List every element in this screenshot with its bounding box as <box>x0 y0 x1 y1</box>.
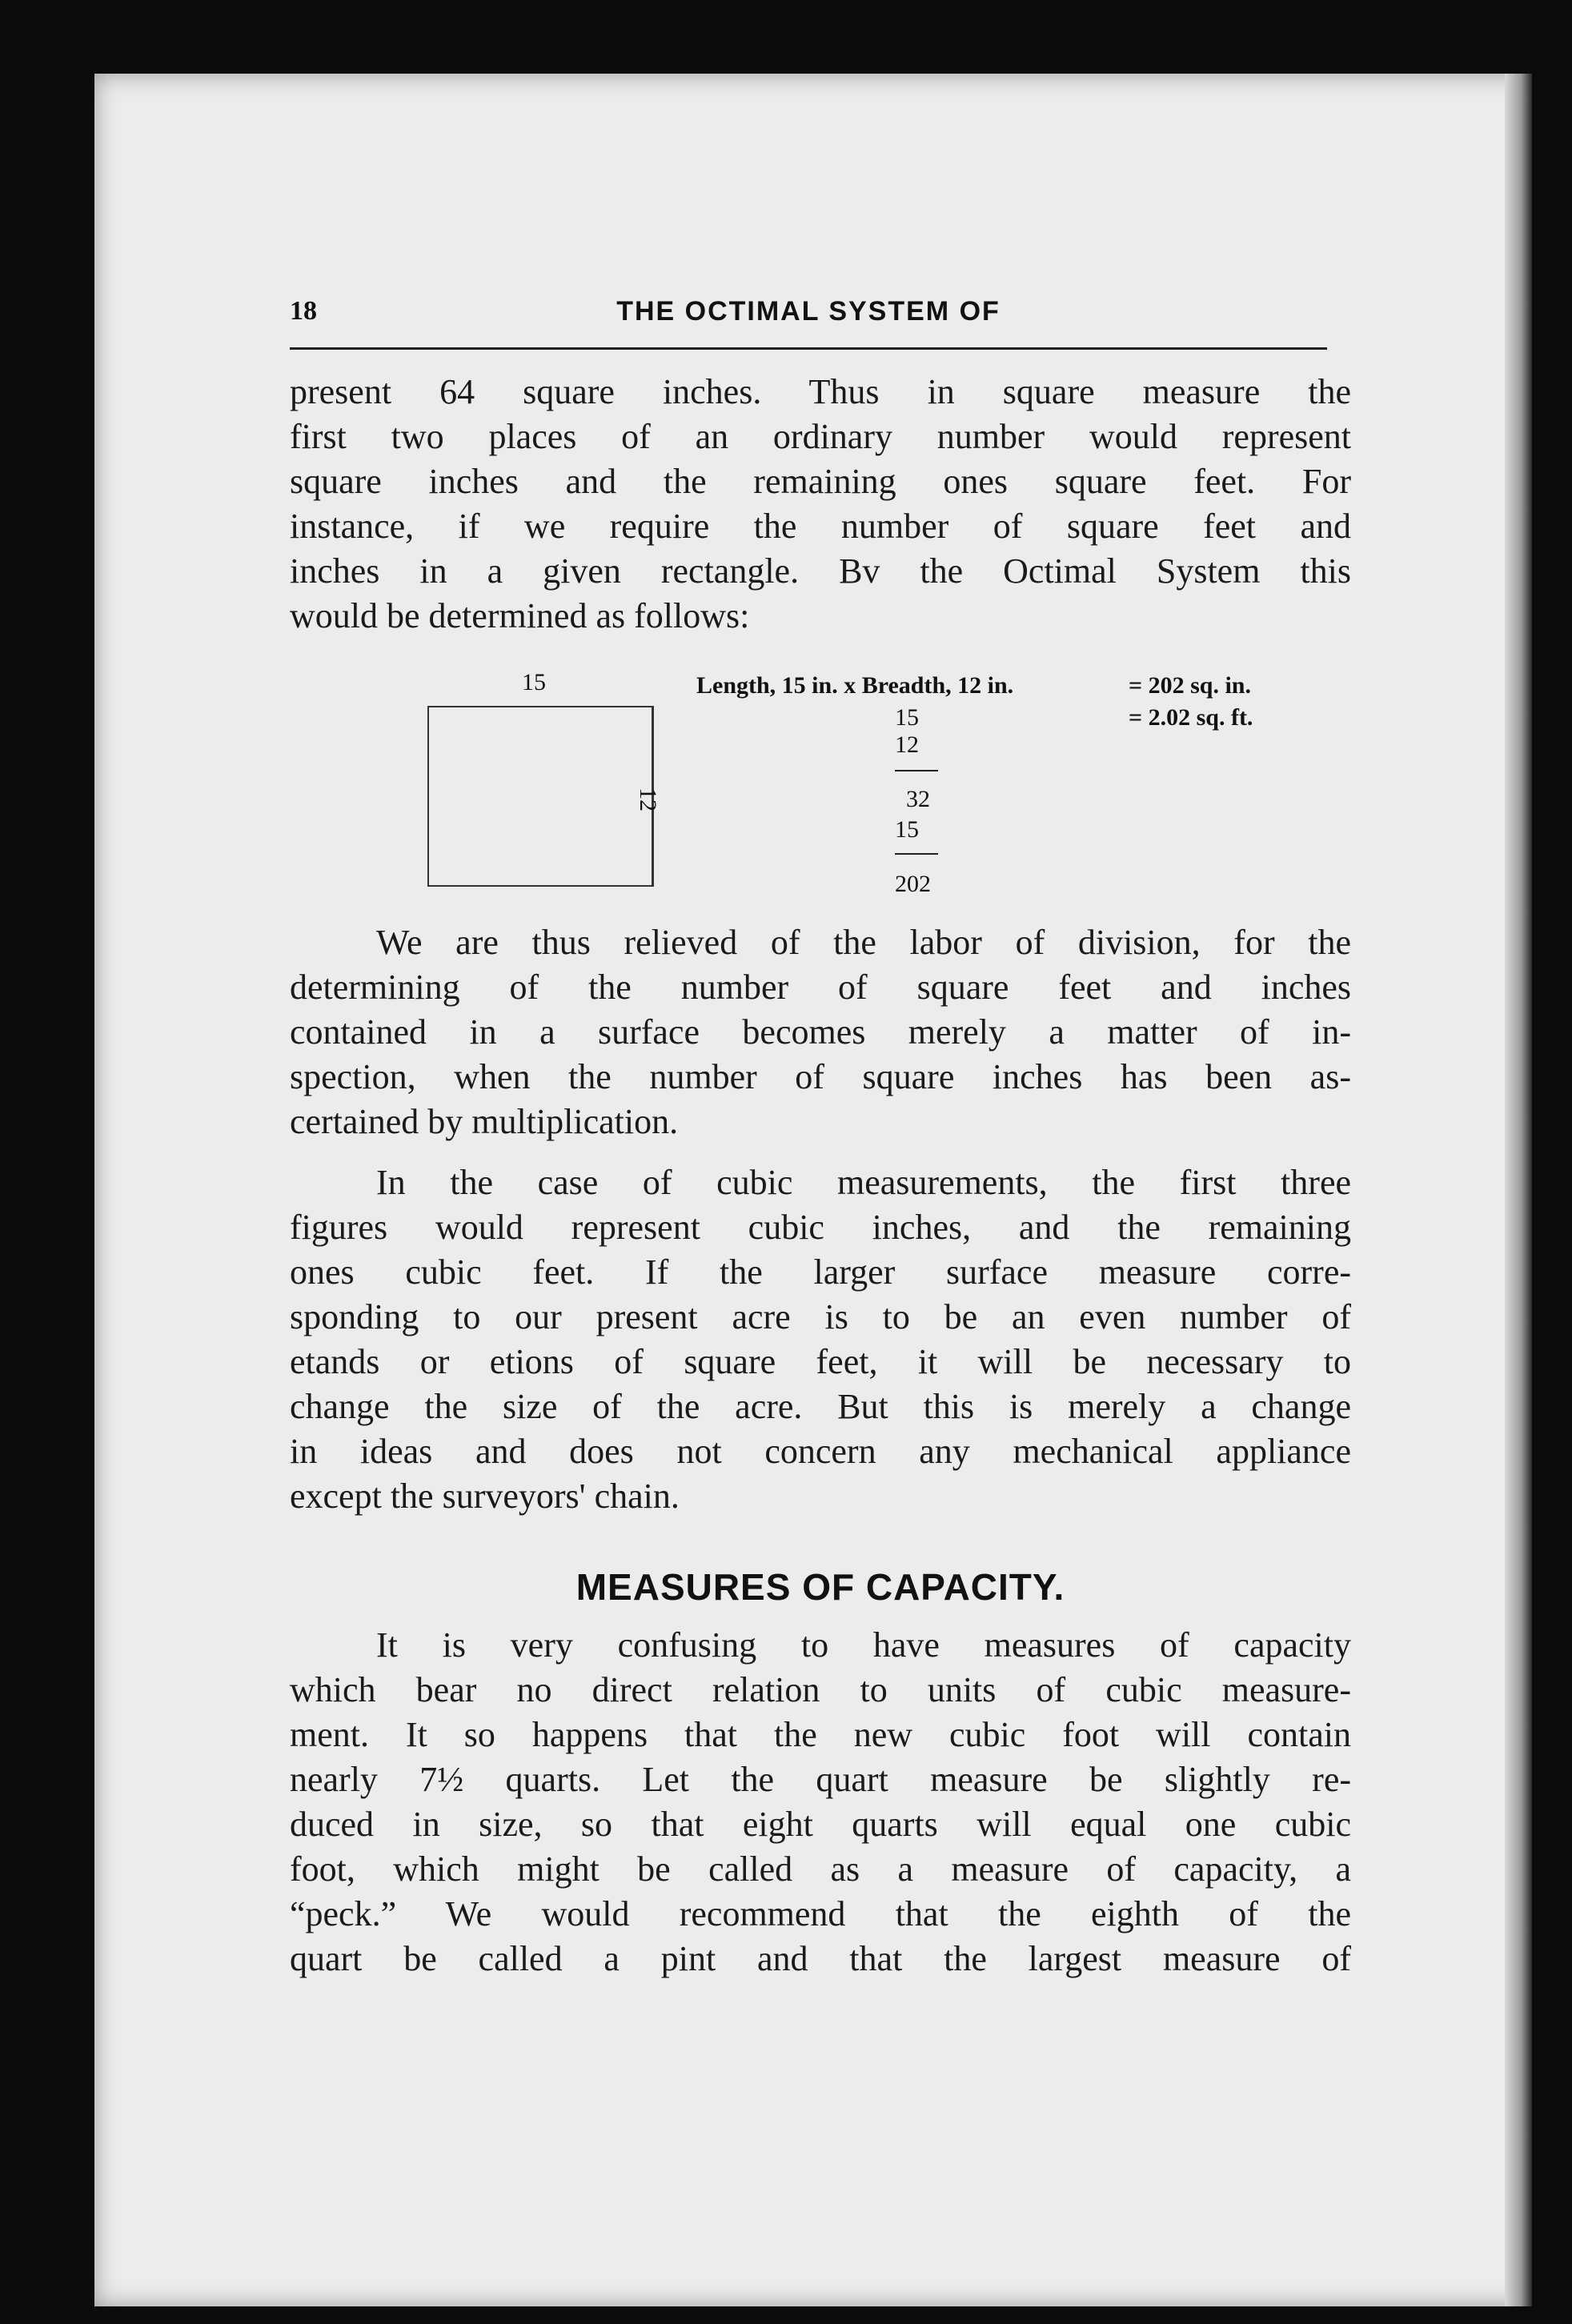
section-heading: MEASURES OF CAPACITY. <box>575 1566 1065 1608</box>
paragraph-2 <box>290 920 1351 1144</box>
text-line: duced in size, so that eight quarts will equal one cubic <box>290 1805 1351 1844</box>
paragraph-3 <box>290 1160 1351 1519</box>
paragraph-1 <box>290 370 1351 639</box>
text-line: would be determined as follows: <box>290 596 750 635</box>
text-line: foot, which might be called as a measure of capacity, a <box>290 1849 1351 1889</box>
text-line: present 64 square inches. Thus in square measure the <box>290 372 1351 411</box>
partial-product-1: 32 <box>906 786 930 812</box>
text-line: which bear no direct relation to units of cubic measure- <box>290 1670 1351 1709</box>
text-line: nearly 7½ quarts. Let the quart measure be slightly re- <box>290 1760 1351 1799</box>
header-rule <box>290 347 1327 350</box>
running-head: THE OCTIMAL SYSTEM OF <box>616 296 1001 327</box>
text-line: instance, if we require the number of square feet and <box>290 507 1351 546</box>
result-square-inches: = 202 sq. in. <box>1129 672 1251 699</box>
page-header <box>290 296 1327 344</box>
text-line: in ideas and does not concern any mechanical appliance <box>290 1432 1351 1471</box>
text-line: change the size of the acre. But this is merely a change <box>290 1387 1351 1426</box>
rectangle-diagram <box>427 706 654 887</box>
text-line: In the case of cubic measurements, the first three <box>376 1163 1351 1202</box>
text-line: quart be called a pint and that the largest measure of <box>290 1939 1351 1978</box>
text-line: ones cubic feet. If the larger surface measure corre- <box>290 1252 1351 1292</box>
result-square-feet: = 2.02 sq. ft. <box>1129 704 1253 731</box>
partial-product-2: 15 <box>895 816 919 843</box>
text-line: determining of the number of square feet and inches <box>290 968 1351 1007</box>
text-line: inches in a given rectangle. Bv the Octimal System this <box>290 551 1351 591</box>
text-line: It is very confusing to have measures of capacity <box>376 1625 1351 1665</box>
sum-rule <box>895 853 938 855</box>
page-number: 18 <box>290 296 317 326</box>
text-line: ment. It so happens that the new cubic foot will contain <box>290 1715 1351 1754</box>
text-line: certained by multiplication. <box>290 1102 679 1141</box>
paragraph-4 <box>290 1623 1351 1981</box>
text-line: first two places of an ordinary number would represent <box>290 417 1351 456</box>
rectangle-length-label: 15 <box>522 669 546 695</box>
text-line: We are thus relieved of the labor of division, for the <box>376 923 1351 962</box>
text-line: contained in a surface becomes merely a matter of in- <box>290 1012 1351 1052</box>
product: 202 <box>895 871 931 897</box>
rectangle-breadth-label: 12 <box>635 787 661 811</box>
text-line: figures would represent cubic inches, and the remaining <box>290 1208 1351 1247</box>
multiplicand: 15 <box>895 704 919 731</box>
text-line: square inches and the remaining ones square feet. For <box>290 462 1351 501</box>
multiplication-rule <box>895 770 938 771</box>
multiplier: 12 <box>895 731 919 758</box>
text-line: except the surveyors' chain. <box>290 1477 680 1516</box>
text-line: etands or etions of square feet, it will be necessary to <box>290 1342 1351 1381</box>
text-line: “peck.” We would recommend that the eighth of the <box>290 1894 1351 1933</box>
page-edge <box>1505 74 1532 2306</box>
equation-text: Length, 15 in. x Breadth, 12 in. <box>696 672 1014 699</box>
text-line: spection, when the number of square inches has been as- <box>290 1057 1351 1096</box>
text-line: sponding to our present acre is to be an even number of <box>290 1297 1351 1336</box>
